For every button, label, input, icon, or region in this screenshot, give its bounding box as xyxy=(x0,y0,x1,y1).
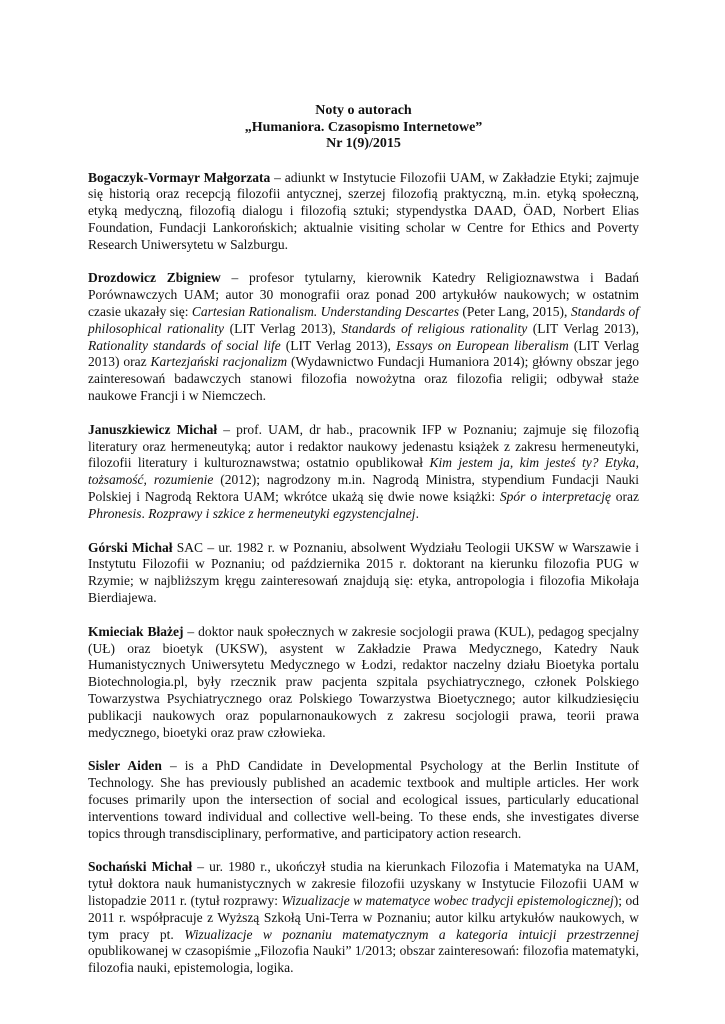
author-note xyxy=(88,624,639,742)
note-text: . xyxy=(415,505,419,521)
author-name: Górski Michał xyxy=(88,539,173,555)
note-text: . xyxy=(141,505,149,521)
document-page xyxy=(88,103,639,977)
note-text: ); od 2011 r. współpracuje z Wyższą Szkołą Uni-Terra w Poznaniu; autor kilku artykułów naukowych, w tym pracy pt. xyxy=(88,892,639,942)
author-name: Bogaczyk-Vormayr Małgorzata xyxy=(88,169,271,185)
note-text: (LIT Verlag 2013), xyxy=(224,320,342,336)
author-name: Kmieciak Błażej xyxy=(88,623,184,639)
publication-title: Standards of religious rationality xyxy=(341,320,528,336)
author-note xyxy=(88,859,639,977)
publication-title: Cartesian Rationalism. Understanding Descartes xyxy=(191,304,459,320)
publication-title: Wizualizacje w matematyce wobec tradycji epistemologicznej xyxy=(281,892,614,908)
note-text: – is a PhD Candidate in Developmental Psychology at the Berlin Institute of Technology. She has previously published an academic textbook and multiple articles. Her work focuses primarily upon the intersection of social and ecological issues, particularly educational interventions toward individual and collective well-being. To these ends, she investigates diverse topics through transdisciplinary, performative, and participatory action research. xyxy=(88,758,639,841)
publication-title: Essays on European liberalism xyxy=(395,337,569,353)
note-text: (LIT Verlag 2013), xyxy=(527,320,639,336)
note-text: – prof. UAM, dr hab., pracownik IFP w Poznaniu; zajmuje się filozofią literatury oraz hermeneutyką; autor i redaktor naukowy jedenastu książek z zakresu hermeneutyki, filozofii literatury i kulturoznawstwa; ostatnio opublikował xyxy=(88,421,639,471)
author-notes-list xyxy=(88,170,639,977)
publication-title: Phronesis xyxy=(88,505,142,521)
note-text: (Wydawnictwo Fundacji Humaniora 2014); główny obszar jego zainteresowań badawczych stanowi filozofia nowożytna oraz filozofia religii; odbywał staże naukowe Francji i w Niemczech. xyxy=(88,354,640,404)
issue-number: Nr 1(9)/2015 xyxy=(326,136,401,151)
author-name: Sochański Michał xyxy=(88,859,193,875)
note-text: (Peter Lang, 2015), xyxy=(459,304,571,320)
author-name: Januszkiewicz Michał xyxy=(88,421,218,437)
author-name: Sisler Aiden xyxy=(88,758,162,774)
page-title: Noty o autorach xyxy=(315,103,412,118)
document-header xyxy=(88,103,639,153)
note-text: oraz xyxy=(610,489,639,505)
author-note xyxy=(88,422,639,523)
note-text: (LIT Verlag 2013) oraz xyxy=(88,337,639,370)
author-name: Drozdowicz Zbigniew xyxy=(88,270,221,286)
note-text: – doktor nauk społecznych w zakresie socjologii prawa (KUL), pedagog specjalny (UŁ) oraz bioetyk (UKSW), asystent w Zakładzie Prawa Medycznego, Katedry Nauk Humanistycznych Uniwersytetu Medycznego w Łodzi, redaktor naczelny działu Bioetyka portalu Biotechnologia.pl, były rzecznik praw pacjenta szpitala psychiatrycznego, członek Polskiego Towarzystwa Psychiatrycznego oraz Polskiego Towarzystwa Bioetycznego; autor kilkudziesięciu publikacji naukowych oraz popularnonaukowych z zakresu socjologii prawa, teorii prawa medycznego, bioetyki oraz praw człowieka. xyxy=(88,623,639,740)
note-text: (LIT Verlag 2013), xyxy=(280,337,396,353)
note-text: – adiunkt w Instytucie Filozofii UAM, w Zakładzie Etyki; zajmuje się historią oraz recepcją filozofii antycznej, szerzej filozofią praktyczną, m.in. etyką społeczną, etyką medyczną, filozofią dialogu i filozofią sztuki; stypendystka DAAD, ÖAD, Norbert Elias Foundation, Fundacji Lankorońskich; aktualnie visiting scholar w Centre for Ethics and Poverty Research Uniwersytetu w Salzburgu. xyxy=(88,169,640,252)
author-note xyxy=(88,270,639,404)
note-text: – profesor tytularny, kierownik Katedry Religioznawstwa i Badań Porównawczych UAM; autor 30 monografii oraz ponad 200 artykułów naukowych; w ostatnim czasie ukazały się: xyxy=(88,270,640,320)
publication-title: Wizualizacje w poznaniu matematycznym a kategoria intuicji przestrzennej xyxy=(184,926,639,942)
publication-title: Kartezjański racjonalizm xyxy=(150,354,288,370)
note-text: (2012); nagrodzony m.in. Nagrodą Ministra, stypendium Fundacji Nauki Polskiej i Nagrodą Rektora UAM; wkrótce ukażą się dwie nowe książki: xyxy=(88,472,639,505)
author-note xyxy=(88,540,639,607)
publication-title: Kim jestem ja, kim jesteś ty? Etyka, tożsamość, rozumienie xyxy=(88,455,640,488)
author-note xyxy=(88,758,639,842)
publication-title: Standards of philosophical rationality xyxy=(88,304,640,336)
publication-title: Rozprawy i szkice z hermeneutyki egzystencjalnej xyxy=(148,505,416,521)
note-text: opublikowanej w czasopiśmie „Filozofia Nauki” 1/2013; obszar zainteresowań: filozofia matematyki, filozofia nauki, epistemologia, logika. xyxy=(88,943,639,976)
author-note xyxy=(88,170,639,254)
note-text: SAC – ur. 1982 r. w Poznaniu, absolwent Wydziału Teologii UKSW w Warszawie i Instytutu Filozofii w Poznaniu; od października 2015 r. doktorant na kierunku filozofia PUG w Rzymie; w najbliższym kręgu zainteresowań znajdują się: etyka, antropologia i filozofia Mikołaja Bierdiajewa. xyxy=(88,539,640,606)
publication-title: Spór o interpretację xyxy=(499,489,611,505)
journal-name: „Humaniora. Czasopismo Internetowe” xyxy=(244,119,483,135)
note-text: – ur. 1980 r., ukończył studia na kierunkach Filozofia i Matematyka na UAM, tytuł doktora nauk humanistycznych w zakresie filozofii uzyskany w Instytucie Filozofii UAM w listopadzie 2011 r. (tytuł rozprawy: xyxy=(88,859,639,908)
publication-title: Rationality standards of social life xyxy=(88,337,281,353)
